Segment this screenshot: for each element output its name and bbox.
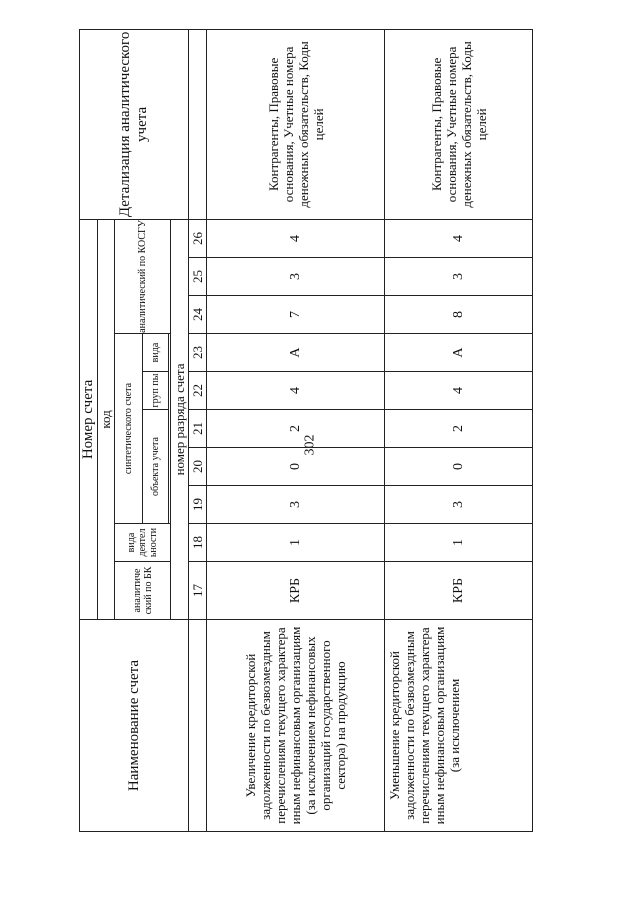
- analytic-bk-header: аналитиче ский по БК: [115, 562, 171, 620]
- value-cell: 3: [385, 486, 533, 524]
- col-number: 26: [189, 219, 207, 257]
- value-cell: 8: [385, 296, 533, 334]
- account-table: [79, 29, 533, 832]
- row-name-text: Уменьшение кредиторской задолженности по безвозмездным перечислениям текущего характера иным нефинансовым организациям (за исключением: [386, 626, 462, 825]
- account-number-header: Номер счета: [80, 219, 98, 619]
- row-name: Увеличение кредиторской задолженности по безвозмездным перечислениям текущего характера иным нефинансовым организациям (за исключением нефинансовых организаций государственного сектора) на продукцию: [207, 620, 385, 832]
- detail-cell: Контрагенты, Правовые основания, Учетные номера денежных обязательств, Коды целей: [207, 29, 385, 219]
- col-number: 21: [189, 410, 207, 448]
- table-row: [207, 29, 385, 831]
- activity-type-header: вида деятел ьности: [115, 524, 171, 562]
- table-row: [385, 29, 533, 831]
- row-name: [385, 620, 533, 832]
- col-number: 24: [189, 296, 207, 334]
- value-cell: 2: [207, 410, 385, 448]
- value-cell: 1: [385, 524, 533, 562]
- name-column-header: Наименование счета: [80, 620, 189, 832]
- value-cell: 3: [385, 258, 533, 296]
- value-cell: 4: [207, 219, 385, 257]
- blank-header: [189, 620, 207, 832]
- value-cell: 7: [207, 296, 385, 334]
- value-cell: 4: [385, 372, 533, 410]
- value-cell: КРБ: [385, 562, 533, 620]
- blank-header: [189, 29, 207, 219]
- page-number: 302: [302, 434, 318, 456]
- group-header: груп пы: [143, 372, 169, 410]
- value-cell: 0: [385, 448, 533, 486]
- value-cell: 3: [207, 486, 385, 524]
- col-number: 20: [189, 448, 207, 486]
- digit-number-header: номер разряда счета: [171, 219, 189, 619]
- kind-header: вида: [143, 334, 169, 372]
- value-cell: 0: [207, 448, 385, 486]
- col-number: 23: [189, 334, 207, 372]
- value-cell: 4: [207, 372, 385, 410]
- value-cell: А: [207, 334, 385, 372]
- value-cell: 1: [207, 524, 385, 562]
- value-cell: 2: [385, 410, 533, 448]
- account-table-rotated: [79, 32, 531, 832]
- synthetic-header: синтетического счета: [115, 334, 143, 524]
- detail-cell: Контрагенты, Правовые основания, Учетные номера денежных обязательств, Коды целей: [385, 29, 533, 219]
- col-number: 17: [189, 562, 207, 620]
- analytic-kosgu-header: аналитический по КОСГУ: [115, 219, 171, 333]
- value-cell: А: [385, 334, 533, 372]
- value-cell: КРБ: [207, 562, 385, 620]
- code-header: код: [98, 219, 115, 619]
- col-number: 22: [189, 372, 207, 410]
- col-number: 19: [189, 486, 207, 524]
- account-object-header: объекта учета: [143, 410, 169, 524]
- col-number: 18: [189, 524, 207, 562]
- value-cell: 3: [207, 258, 385, 296]
- value-cell: 4: [385, 219, 533, 257]
- col-number: 25: [189, 258, 207, 296]
- detail-column-header: Детализация аналитического учета: [80, 29, 189, 219]
